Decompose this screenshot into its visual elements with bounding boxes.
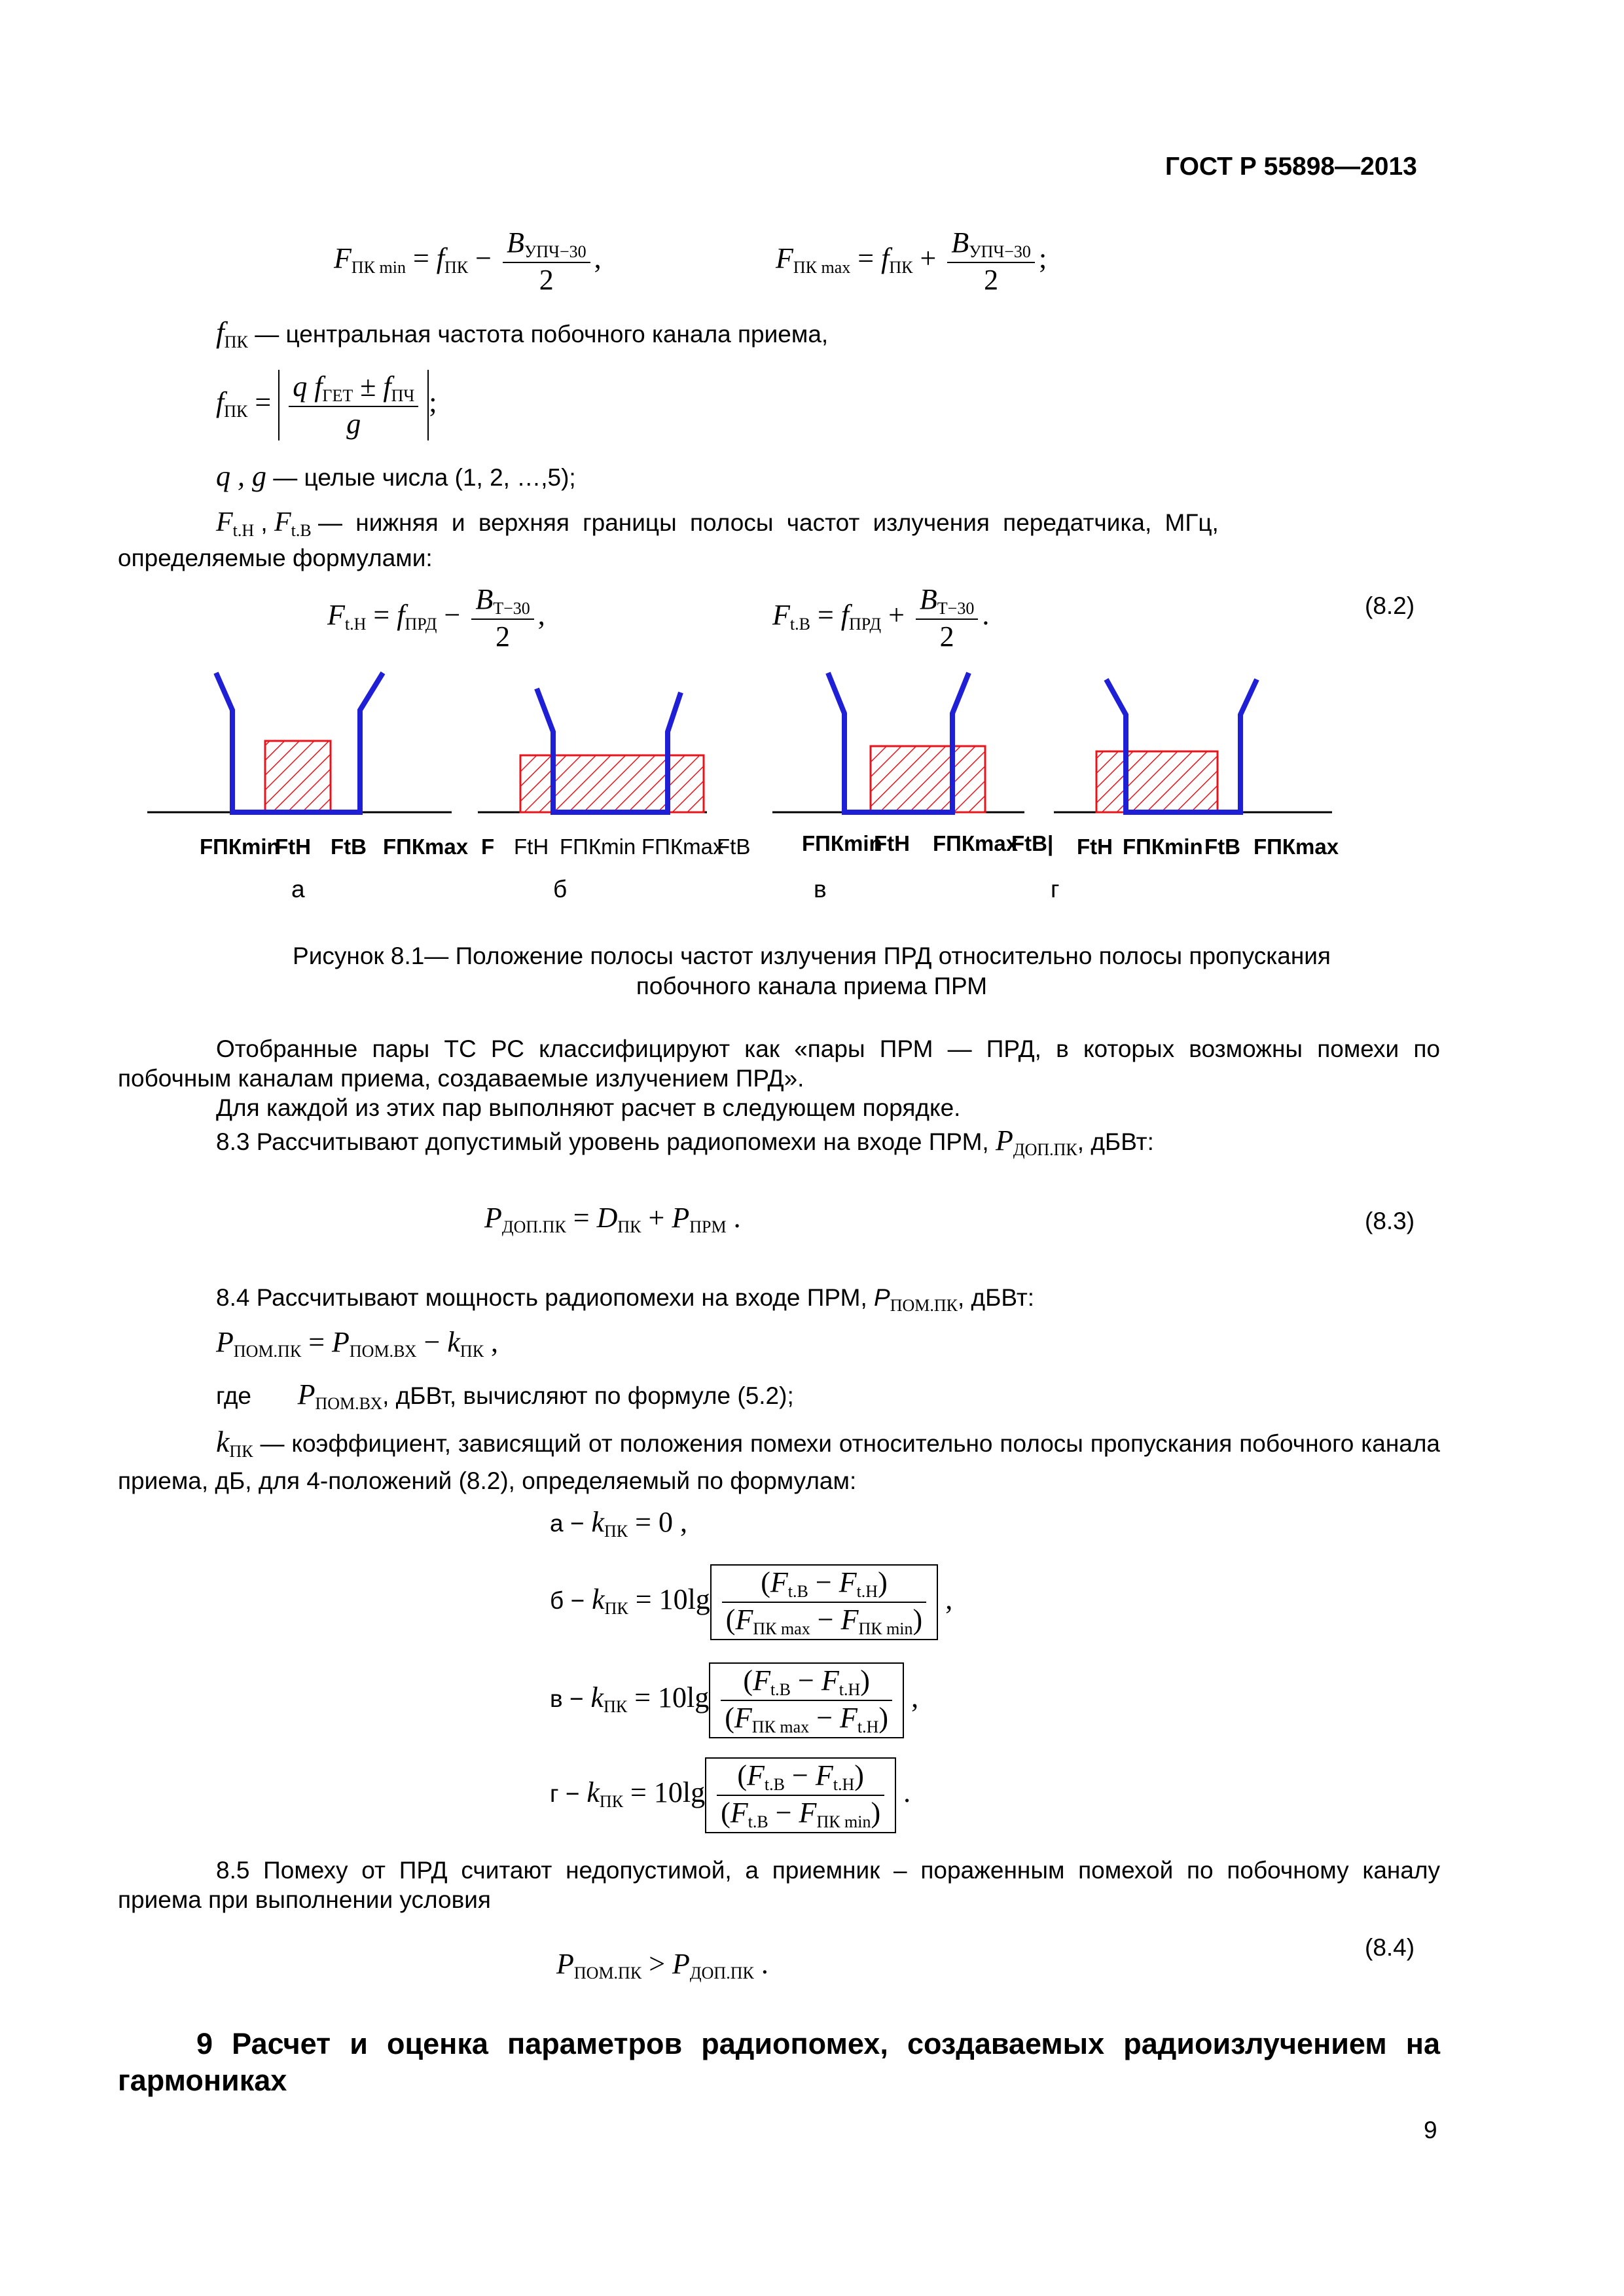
standard-header: ГОСТ Р 55898—2013 [1165,152,1417,181]
labels-g [1077,834,1339,859]
emission-band-v [871,746,985,812]
case-a-label: а − [550,1510,585,1537]
fpk-description-text: — центральная частота побочного канала приема, [255,321,829,348]
figure-caption [118,941,1506,1001]
formula-k-g: $г - k_{ПК} = 10\lg$ $\frac{(F_{t.В} - F_{t.Н})}{(F_{t.В} - F_{ПК min})}$ . [550,1757,911,1833]
equation-number-8-3: (8.3) [1365,1208,1415,1234]
paragraph-8-3: 8.3 Рассчитывают допустимый уровень радиопомехи на входе ПРМ, $P_{ДОП.ПК}$, дБВт: [216,1124,1154,1159]
k-description: $k_{ПК}$ — коэффициент, зависящий от положения помехи относительно полосы пропускания побочного канала приема, дБ, для 4-положений (8.2), определяемый по формулам: [118,1425,1441,1494]
section-9-heading-text: 9 Расчет и оценка параметров радиопомех, создаваемых радиоизлучением на гармониках [118,2027,1440,2097]
label-a-fpkmax: FПКmax [383,834,469,859]
panel-letter-a: а [291,876,305,903]
formula-k-a: $а - k_{ПК} = 0$ , [550,1506,687,1541]
label-a-ftn: FtН [275,834,311,859]
formula-ftn: $F_{t.Н} = f_{ПРД}$ − $\frac{B_{Т-30}}{2}$ , [327,583,545,653]
label-b-f: F [481,834,495,859]
k-description-text: — коэффициент, зависящий от положения помехи относительно полосы пропускания побочного канала приема, дБ, для 4-положений (8.2), определяемый по формулам: [118,1430,1441,1494]
fpk-description: $f_{ПК}$ — центральная частота побочного канала приема, [216,315,829,351]
panel-letter-b: б [553,876,568,903]
figure-caption-line1: Рисунок 8.1— Положение полосы частот излучения ПРД относительно полосы пропускания [293,942,1331,969]
formula-fpk-def: $f_{ПК}$ = $\frac{q f_{ГЕТ} \pm f_{ПЧ}}{g}$ ; [216,370,437,440]
panel-letter-g: г [1051,876,1060,903]
qg-description-text: — целые числа (1, 2, …,5); [273,464,576,491]
gde-line: где $P_{ПОМ.ВХ}$, дБВт, вычисляют по формуле (5.2); [216,1378,794,1413]
label-a-fpkmin: FПКmin [200,834,280,859]
panel-letter-v: в [814,876,827,903]
paragraph-8-3-text: 8.3 Рассчитывают допустимый уровень радиопомехи на входе ПРМ, [216,1128,989,1155]
paragraph-pairs-text: Отобранные пары ТС РС классифицируют как «пары ПРМ — ПРД, в которых возможны помехи по побочным каналам приема, создаваемые излучением ПРД». [118,1035,1440,1092]
emission-band-b [520,755,704,812]
formula-ftv: $F_{t.В} = f_{ПРД}$ + $\frac{B_{Т-30}}{2}$ . [772,583,990,653]
page-number: 9 [1424,2117,1437,2144]
formula-fpk-min: $F_{ПК min} = f_{ПК}$ − $\frac{B_{УПЧ-30}}{2}$ , [334,226,602,296]
formula-k-v: $в - k_{ПК} = 10\lg$ $\frac{(F_{t.В} - F_{t.Н})}{(F_{ПК max} - F_{t.Н})}$ , [550,1662,918,1738]
equation-number-8-2: (8.2) [1365,592,1415,619]
emission-band-a [265,741,331,812]
paragraph-8-5 [118,1856,1440,1914]
labels-b [481,834,750,859]
paragraph-order: Для каждой из этих пар выполняют расчет в следующем порядке. [216,1094,961,1121]
label-b-fpkmin: FПКmin [560,834,636,859]
label-g-ftn: FtН [1077,834,1113,859]
gde-word: где [216,1382,252,1409]
ft-description: $F_{t.Н}$ , $F_{t.В}$ — нижняя и верхняя границы полосы частот излучения передатчика, МГц, [216,507,1219,540]
section-9-heading [118,2026,1440,2099]
paragraph-8-4-tail: , дБВт: [957,1284,1035,1311]
case-v-label: в − [550,1685,584,1713]
formula-condition: $P_{ПОМ.ПК} > P_{ДОП.ПК}$ . [556,1948,768,1982]
paragraph-8-3-tail: , дБВт: [1077,1128,1154,1155]
formula-fpk-max: $F_{ПК max} = f_{ПК}$ + $\frac{B_{УПЧ-30}}{2}$ ; [776,226,1047,296]
ft-description-cont: определяемые формулами: [118,545,433,571]
labels-v [802,831,1053,855]
label-v-fpkmin: FПКmin [802,831,882,855]
paragraph-8-5-text: 8.5 Помеху от ПРД считают недопустимой, а приемник – пораженным помехой по побочному каналу приема при выполнении условия [118,1857,1440,1913]
label-g-ftv: FtВ [1204,834,1240,859]
labels-a [200,834,469,859]
paragraph-8-4-text: 8.4 Рассчитывают мощность радиопомехи на входе ПРМ, [216,1284,867,1311]
ft-description-text: — нижняя и верхняя границы полосы частот излучения передатчика, МГц, [318,509,1219,536]
label-b-ftn: FtН [514,834,549,859]
formula-p-dop: $P_{ДОП.ПК} = D_{ПК} + P_{ПРМ}$ . [484,1202,741,1236]
label-b-fpkmax: FПКmax [641,834,724,859]
label-g-fpkmin: FПКmin [1123,834,1203,859]
label-g-fpkmax: FПКmax [1254,834,1339,859]
label-v-ftv: FtВ| [1011,831,1054,855]
formula-k-b: $б - k_{ПК} = 10\lg$ $\frac{(F_{t.В} - F_{t.Н})}{(F_{ПК max} - F_{ПК min})}$ , [550,1564,952,1640]
label-a-ftv: FtВ [331,834,367,859]
paragraph-8-4: 8.4 Рассчитывают мощность радиопомехи на входе ПРМ, $P_{ПОМ.ПК}$, дБВт: [216,1284,1035,1315]
label-v-ftn: FtН [874,831,910,855]
paragraph-pairs [118,1034,1440,1093]
emission-band-g [1096,751,1218,812]
qg-description: q , g — целые числа (1, 2, …,5); [216,460,576,492]
figure-8-1 [0,655,1624,929]
gde-tail: , дБВт, вычисляют по формуле (5.2); [382,1382,794,1409]
formula-p-pom: $P_{ПОМ.ПК} = P_{ПОМ.ВХ} - k_{ПК}$ , [216,1326,499,1361]
figure-caption-line2: побочного канала приема ПРМ [636,973,988,999]
label-v-fpkmax: FПКmax [933,831,1019,855]
label-b-ftv: FtВ [717,834,751,859]
case-b-label: б − [550,1587,585,1615]
case-g-label: г − [550,1780,580,1808]
equation-number-8-4: (8.4) [1365,1934,1415,1961]
